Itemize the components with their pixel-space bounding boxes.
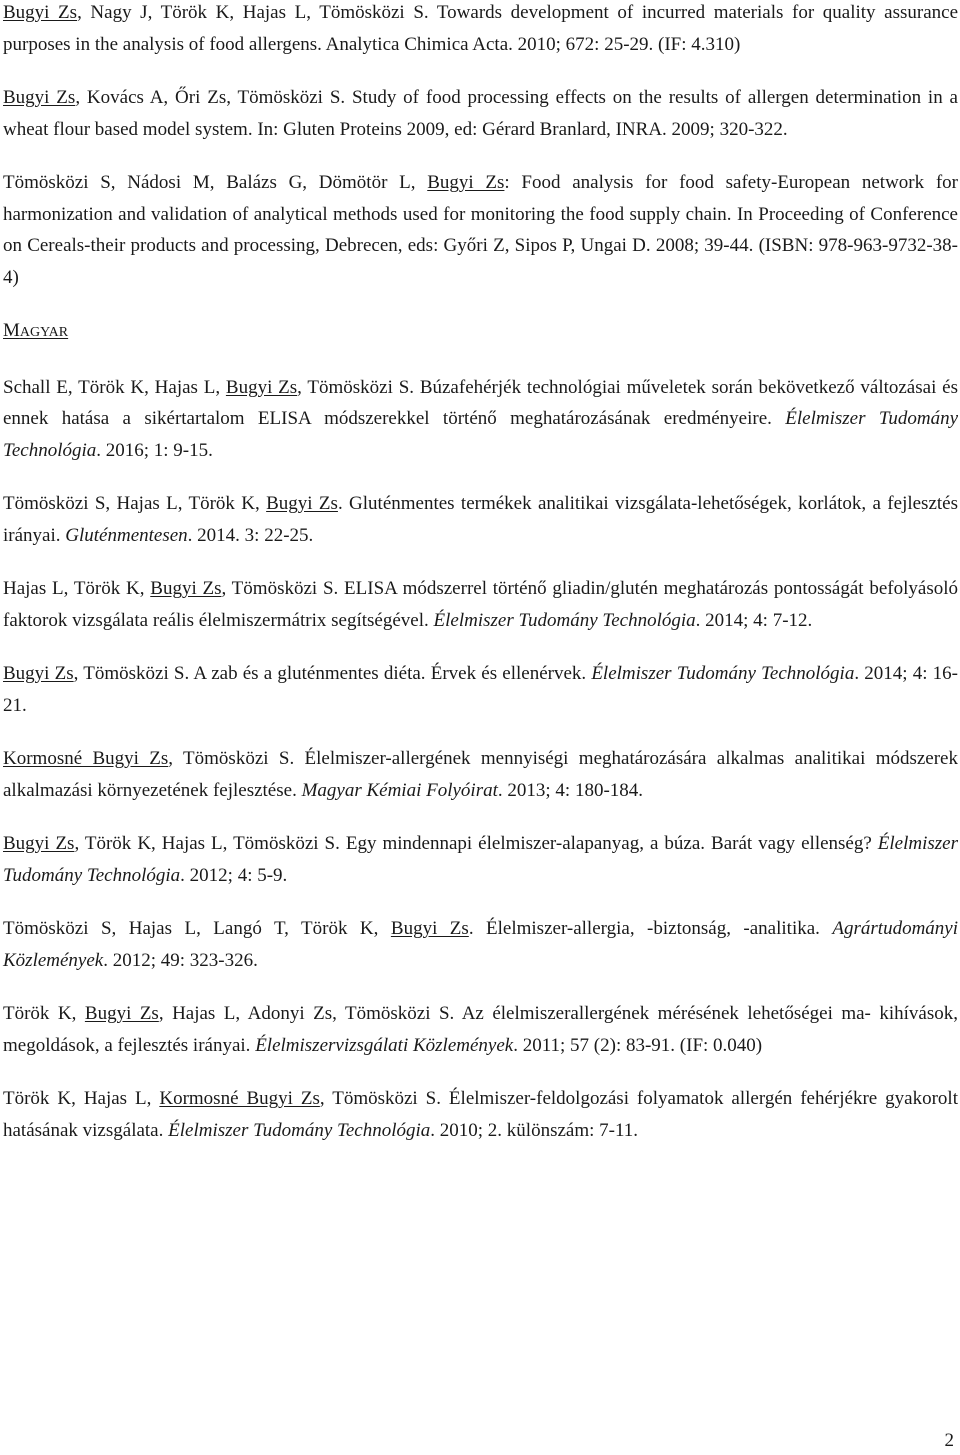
publication-entry — [3, 828, 958, 891]
citation-text: , Hajas L, Adonyi Zs, Tömösközi S. Az élelmiszerallergének mérésének lehetőségei ma- kihívások, megoldások, a fejlesztés irányai. — [3, 1003, 959, 1056]
citation-text: . Gluténmentes termékek analitikai vizsgálata-lehetőségek, korlátok, a fejlesztés irányai. — [3, 493, 958, 546]
citation-text: , Tömösközi S. Élelmiszer-allergének mennyiségi meghatározására alkalmas analitikai módszerek alkalmazási környezetének fejlesztése. — [3, 748, 958, 801]
citation-text: . 2013; 4: 180-184. — [497, 779, 644, 801]
citation-text: Schall E, Török K, Hajas L, — [3, 376, 226, 398]
citation-text: Hajas L, Török K, — [3, 578, 151, 599]
author-name-highlight: Bugyi Zs — [3, 663, 74, 684]
publication-entry — [3, 743, 958, 806]
author-name-highlight: Bugyi Zs — [84, 1003, 159, 1024]
citation-text: , Tömösközi S. A zab és a gluténmentes diéta. Érvek és ellenérvek. — [73, 663, 592, 684]
journal-title: Élelmiszer Tudomány Technológia — [433, 609, 696, 631]
publication-entry — [3, 573, 958, 636]
author-name-highlight: Bugyi Zs — [150, 578, 222, 599]
citation-text: . 2010; 2. különszám: 7-11. — [430, 1119, 639, 1141]
citation-text: , Tömösközi S. ELISA módszerrel történő gliadin/glutén meghatározás pontosságát befolyásoló faktorok vizsgálata reális élelmiszermátrix segítségével. — [3, 578, 958, 631]
publication-entry — [3, 372, 958, 467]
citation-text: . 2012; 49: 323-326. — [103, 949, 258, 971]
citation-text: . 2014. 3: 22-25. — [187, 524, 314, 546]
journal-title: Élelmiszervizsgálati Közlemények — [255, 1034, 514, 1056]
publication-entry — [3, 0, 958, 60]
citation-text: . 2014; 4: 7-12. — [695, 609, 813, 631]
journal-title: Élelmiszer Tudomány Technológia — [3, 833, 959, 886]
author-name-highlight: Bugyi Zs — [3, 833, 75, 854]
citation-text: Török K, — [3, 1003, 85, 1024]
citation-text: Tömösközi S, Hajas L, Török K, — [3, 493, 267, 514]
journal-title: Magyar Kémiai Folyóirat — [301, 779, 498, 801]
citation-text: , Tömösközi S. Élelmiszer-feldolgozási folyamatok allergén fehérjékre gyakorolt hatásának vizsgálata. — [3, 1088, 958, 1141]
author-name-highlight: Kormosné Bugyi Zs — [159, 1088, 320, 1109]
page-number: 2 — [944, 1430, 954, 1451]
publication-entry — [3, 82, 958, 145]
author-name-highlight: Bugyi Zs — [3, 2, 78, 23]
citation-text: Tömösközi S, Nádosi M, Balázs G, Dömötör L, — [3, 172, 428, 193]
author-name-highlight: Bugyi Zs — [266, 493, 338, 514]
journal-title: Élelmiszer Tudomány Technológia — [3, 408, 959, 461]
author-name-highlight: Kormosné Bugyi Zs — [3, 748, 169, 769]
section-heading-magyar: MAGYAR — [3, 320, 69, 341]
publication-entry — [3, 998, 958, 1061]
journal-title: Agrártudományi Közlemények — [3, 918, 958, 971]
citation-text: . Élelmiszer-allergia, -biztonság, -analitika. — [468, 918, 833, 939]
citation-text: . 2012; 4: 5-9. — [180, 864, 288, 886]
citation-text: . 2014; 4: 16-21. — [3, 663, 959, 716]
journal-title: Élelmiszer Tudomány Technológia — [168, 1119, 431, 1141]
citation-text: , Török K, Hajas L, Tömösközi S. Egy mindennapi élelmiszer-alapanyag, a búza. Barát vagy ellenség? — [74, 833, 878, 854]
citation-text: Török K, Hajas L, — [3, 1088, 160, 1109]
publication-entry — [3, 1083, 958, 1146]
publication-entry — [3, 913, 958, 976]
author-name-highlight: Bugyi Zs — [390, 918, 469, 939]
author-name-highlight: Bugyi Zs — [225, 376, 298, 398]
citation-text: Tömösközi S, Hajas L, Langó T, Török K, — [3, 918, 391, 939]
citation-text: , Nagy J, Török K, Hajas L, Tömösközi S. Towards development of incurred materials for quality assurance purposes in the analysis of food allergens. Analytica Chimica Acta. 2010; 672: 25-29. (IF: 4.310) — [3, 2, 958, 55]
journal-title: Gluténmentesen — [65, 524, 188, 546]
journal-title: Élelmiszer Tudomány Technológia — [591, 663, 855, 684]
publication-list-english — [3, 0, 958, 293]
citation-text: . 2016; 1: 9-15. — [96, 439, 213, 461]
publication-list-hungarian — [3, 372, 958, 1147]
document-page — [3, 0, 958, 1168]
author-name-highlight: Bugyi Zs — [427, 172, 505, 193]
citation-text: , Tömösközi S. Búzafehérjék technológiai műveletek során bekövetkező változásai és ennek hatása a sikértartalom ELISA módszerekkel történő meghatározásának eredményeire. — [3, 376, 958, 429]
citation-text: , Kovács A, Őri Zs, Tömösközi S. Study of food processing effects on the results of allergen determination in a wheat flour based model system. In: Gluten Proteins 2009, ed: Gérard Branlard, INRA. 2009; 320-322. — [3, 87, 958, 140]
citation-text: . 2011; 57 (2): 83-91. (IF: 0.040) — [513, 1034, 763, 1056]
citation-text: : Food analysis for food safety-European network for harmonization and validation of analytical methods used for monitoring the food supply chain. In Proceeding of Conference on Cereals-their products and processing, Debrecen, eds: Győri Z, Sipos P, Ungai D. 2008; 39-44. (ISBN: 978-963-9732-38-4) — [3, 172, 959, 288]
publication-entry — [3, 167, 958, 293]
author-name-highlight: Bugyi Zs — [3, 87, 76, 108]
publication-entry — [3, 658, 958, 721]
publication-entry — [3, 488, 958, 551]
